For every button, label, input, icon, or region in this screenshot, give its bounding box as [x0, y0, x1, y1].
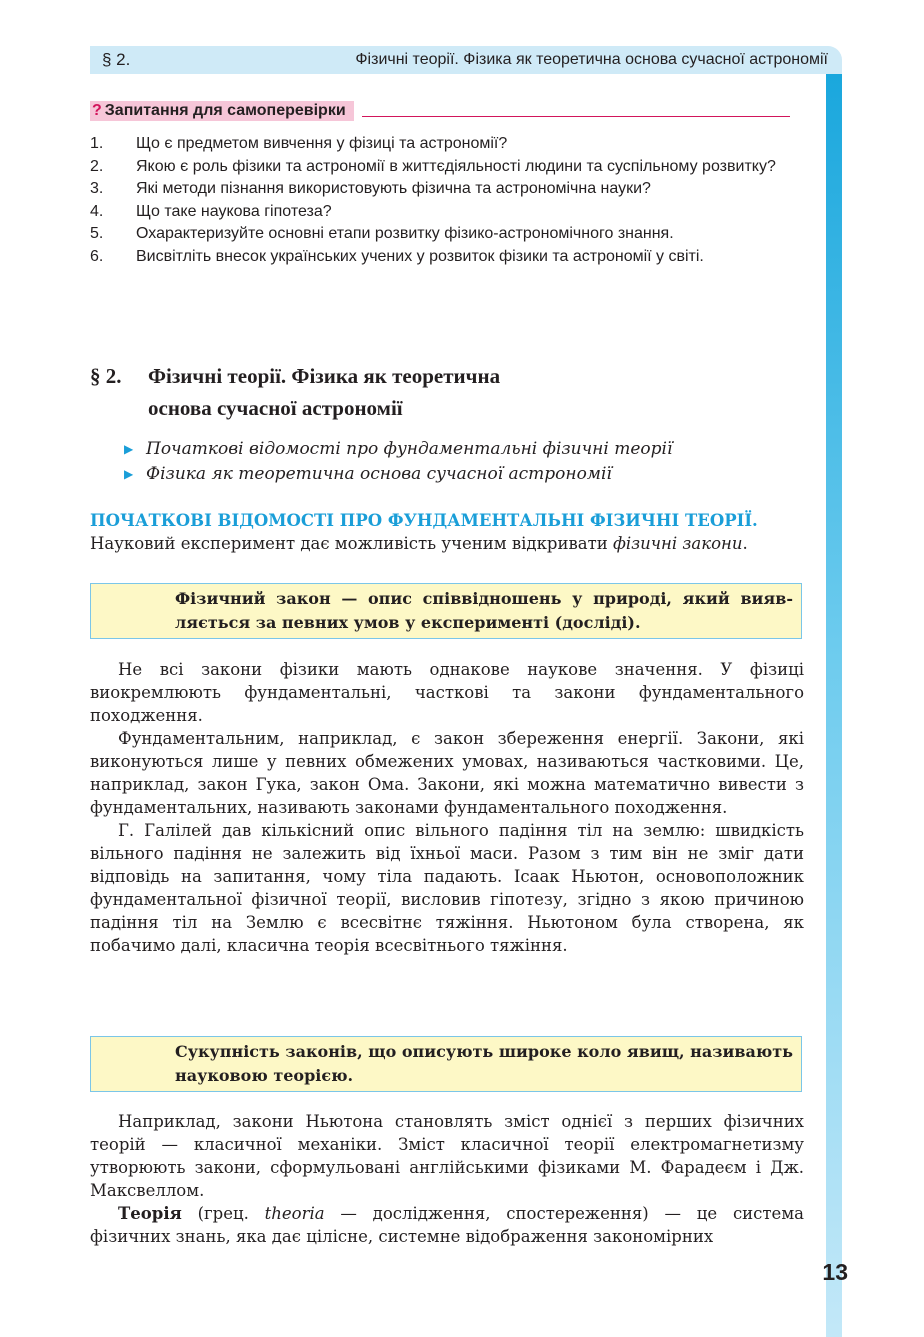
definition-box-law: Фізичний закон — опис співвідношень у природі, який виявляється за певних умов у експерименті (досліді). — [90, 583, 802, 639]
list-item — [124, 437, 824, 462]
definition-box-theory: Сукупність законів, що описують широке коло явищ, називають науковою теорією. — [90, 1036, 802, 1092]
paragraph-topics — [124, 437, 824, 487]
header-section-number: § 2. — [102, 50, 131, 69]
triangle-bullet-icon: ▶ — [124, 467, 134, 481]
header-title: Фізичні теорії. Фізика як теоретична основа сучасної астрономії — [355, 51, 828, 68]
theory-text-1: (грец. — [181, 1204, 265, 1223]
list-item — [90, 133, 820, 156]
question-text: Які методи пізнання використовують фізична та астрономічна науки? — [136, 180, 651, 197]
body-paragraph: Не всі закони фізики мають однакове наукове значення. У фізиці виокремлюють фундаментальні, часткові та закони фундаментального походження. — [90, 660, 804, 725]
paragraph-title-line1: Фізичні теорії. Фізика як теоретична — [148, 364, 501, 388]
theory-definition-paragraph — [90, 1202, 804, 1248]
body-paragraph: Фундаментальним, наприклад, є закон збереження енергії. Закони, які виконуються лише у певних обмежених умовах, називаються частковими. Це, наприклад, закон Гука, закон Ома. Закони, які можна математично вивести з фундаментальних, називають законами фундаментального походження. — [90, 729, 804, 817]
question-mark-icon: ? — [92, 102, 102, 119]
question-text: Якою є роль фізики та астрономії в життєдіяльності людини та суспільному розвитку? — [136, 157, 776, 175]
section-heading: ПОЧАТКОВІ ВІДОМОСТІ ПРО ФУНДАМЕНТАЛЬНІ ФІЗИЧНІ ТЕОРІЇ. — [90, 511, 758, 530]
topic-text: Фізика як теоретична основа сучасної астрономії — [146, 464, 612, 484]
list-item — [90, 223, 820, 246]
question-number: 2. — [90, 157, 104, 175]
page-number: 13 — [822, 1259, 848, 1285]
intro-italic-term: фізичні закони — [612, 534, 743, 553]
list-item — [90, 178, 820, 201]
question-text: Висвітліть внесок українських учених у розвиток фізики та астрономії у світі. — [136, 247, 704, 265]
question-number: 1. — [90, 135, 104, 152]
page-side-stripe — [826, 74, 842, 1337]
self-check-label — [90, 101, 354, 121]
list-item — [124, 462, 824, 487]
question-text: Що є предметом вивчення у фізиці та астрономії? — [136, 135, 508, 152]
paragraph-number: § 2. — [90, 364, 122, 388]
self-check-title: Запитання для самоперевірки — [104, 102, 346, 119]
body-paragraph: Г. Галілей дав кількісний опис вільного падіння тіл на землю: швидкість вільного падіння не залежить від їхньої маси. Разом з тим він не зміг дати відповідь на запитання, чому тіла падають. Ісаак Ньютон, основоположник фундаментальної фізичної теорії, висловив гіпотезу, згідно з якою причиною падіння тіл на Землю є всесвітнє тяжіння. Ньютоном була створена, як побачимо далі, класична теорія всесвітнього тяжіння. — [90, 821, 804, 955]
question-number: 3. — [90, 180, 104, 197]
question-number: 6. — [90, 247, 104, 265]
list-item — [90, 156, 820, 179]
body-paragraph: Наприклад, закони Ньютона становлять зміст однієї з перших фізичних теорій — класичної механіки. Зміст класичної теорії електромагнетизму утворюють закони, сформульовані англійськими фізиками М. Фарадеєм і Дж. Максвеллом. — [90, 1112, 804, 1200]
running-header — [90, 46, 842, 74]
self-check-heading — [90, 100, 790, 122]
list-item — [90, 201, 820, 224]
self-check-questions — [90, 133, 820, 268]
theory-term: Теорія — [118, 1204, 182, 1223]
section-intro — [90, 509, 804, 555]
theory-greek-term: theoria — [264, 1204, 325, 1223]
intro-paragraph — [90, 532, 804, 555]
body-paragraphs-a — [90, 658, 804, 957]
intro-text: Науковий експеримент дає можливість ученим відкривати — [90, 534, 608, 553]
question-text: Охарактеризуйте основні етапи розвитку фізико-астрономічного знання. — [136, 225, 674, 242]
question-text: Що таке наукова гіпотеза? — [136, 202, 332, 220]
topic-text: Початкові відомості про фундаментальні фізичні теорії — [146, 439, 673, 459]
question-number: 5. — [90, 225, 104, 242]
triangle-bullet-icon: ▶ — [124, 442, 134, 456]
intro-end: . — [742, 534, 748, 553]
question-number: 4. — [90, 202, 104, 220]
paragraph-title-line2: основа сучасної астрономії — [148, 396, 403, 420]
heading-rule — [362, 116, 790, 117]
list-item — [90, 246, 820, 269]
paragraph-title — [90, 360, 790, 424]
theory-text-2: — дослідження, спостереження) — це система фізичних знань, яка дає цілісне, системне відображення закономірних — [90, 1204, 804, 1246]
body-paragraphs-b — [90, 1110, 804, 1248]
